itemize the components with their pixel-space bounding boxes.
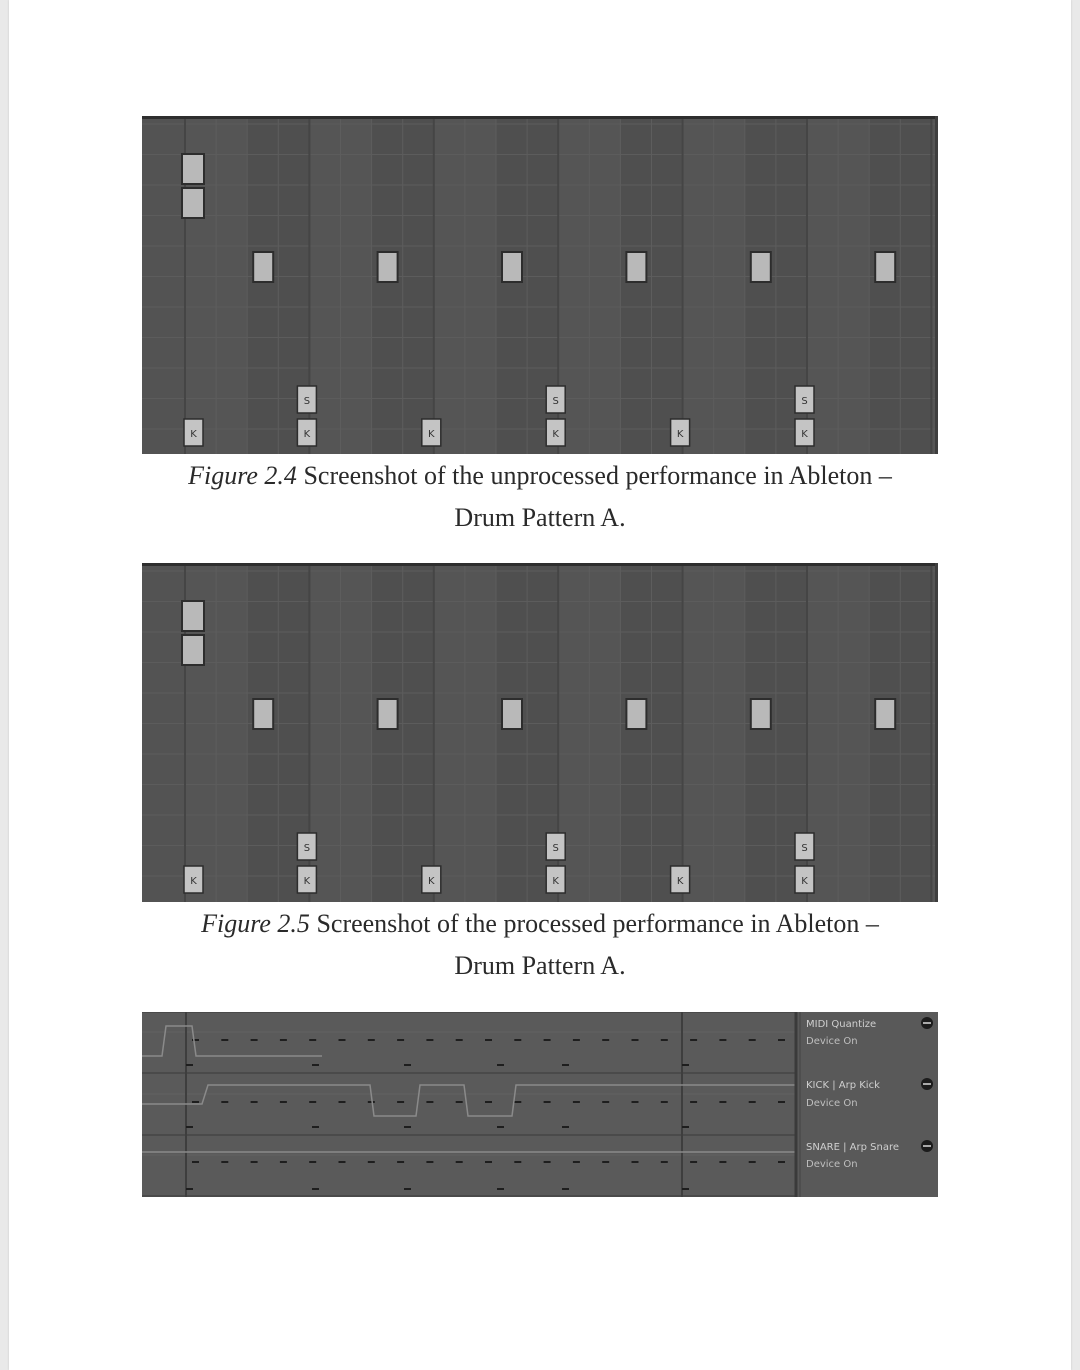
caption-text: Screenshot of the unprocessed performance in Ableton – <box>303 461 892 490</box>
midi-note[interactable] <box>253 699 273 729</box>
note-label: K <box>428 876 435 887</box>
note-label: K <box>190 429 197 440</box>
snare-note[interactable] <box>795 386 814 413</box>
kick-note[interactable] <box>297 866 316 893</box>
kick-note[interactable] <box>184 419 203 446</box>
midi-note[interactable] <box>875 252 895 282</box>
caption-text-line2: Drum Pattern A. <box>454 503 626 532</box>
kick-note[interactable] <box>297 419 316 446</box>
piano-roll-grid <box>142 116 938 454</box>
note-label: S <box>303 396 311 407</box>
figure-caption-2-5 <box>0 903 1080 987</box>
snare-note[interactable] <box>546 833 565 860</box>
midi-note[interactable] <box>626 699 646 729</box>
note-label: S <box>552 843 559 854</box>
device-status: Device On <box>806 1098 858 1109</box>
midi-note[interactable] <box>626 252 646 282</box>
piano-roll-processed <box>142 563 938 902</box>
snare-note[interactable] <box>297 833 316 860</box>
snare-note[interactable] <box>546 386 565 413</box>
note-label: K <box>428 429 435 440</box>
figure-label: Figure 2.5 <box>201 909 310 938</box>
midi-note[interactable] <box>182 188 204 218</box>
note-label: S <box>303 843 311 854</box>
figure-caption-2-4 <box>0 455 1080 539</box>
note-label: S <box>801 396 808 407</box>
automation-lanes <box>142 1012 938 1197</box>
automation-lane-grid <box>142 1012 938 1197</box>
midi-note[interactable] <box>751 252 771 282</box>
device-status: Device On <box>806 1036 858 1047</box>
note-label: K <box>801 429 808 440</box>
kick-note[interactable] <box>546 419 565 446</box>
note-label: S <box>801 843 808 854</box>
caption-text-line2: Drum Pattern A. <box>454 951 626 980</box>
kick-note[interactable] <box>546 866 565 893</box>
kick-note[interactable] <box>422 419 441 446</box>
kick-note[interactable] <box>184 866 203 893</box>
figure-label: Figure 2.4 <box>188 461 297 490</box>
kick-note[interactable] <box>671 419 690 446</box>
kick-note[interactable] <box>795 866 814 893</box>
kick-note[interactable] <box>422 866 441 893</box>
device-name: SNARE | Arp Snare <box>806 1142 899 1153</box>
note-label: K <box>303 429 311 440</box>
midi-note[interactable] <box>253 252 273 282</box>
kick-note[interactable] <box>671 866 690 893</box>
caption-text: Screenshot of the processed performance in Ableton – <box>316 909 879 938</box>
piano-roll-unprocessed <box>142 116 938 454</box>
note-label: K <box>676 876 684 887</box>
midi-note[interactable] <box>182 601 204 631</box>
device-name: KICK | Arp Kick <box>806 1080 880 1091</box>
midi-note[interactable] <box>875 699 895 729</box>
snare-note[interactable] <box>795 833 814 860</box>
piano-roll-grid <box>142 563 938 902</box>
note-label: K <box>190 876 197 887</box>
kick-note[interactable] <box>795 419 814 446</box>
midi-note[interactable] <box>182 154 204 184</box>
midi-note[interactable] <box>378 699 398 729</box>
device-name: MIDI Quantize <box>806 1019 877 1030</box>
note-label: S <box>552 396 559 407</box>
device-status: Device On <box>806 1159 858 1170</box>
midi-note[interactable] <box>182 635 204 665</box>
midi-note[interactable] <box>502 699 522 729</box>
note-label: K <box>552 429 559 440</box>
note-label: K <box>676 429 684 440</box>
note-label: K <box>303 876 311 887</box>
midi-note[interactable] <box>502 252 522 282</box>
note-label: K <box>552 876 559 887</box>
snare-note[interactable] <box>297 386 316 413</box>
midi-note[interactable] <box>751 699 771 729</box>
note-label: K <box>801 876 808 887</box>
midi-note[interactable] <box>378 252 398 282</box>
